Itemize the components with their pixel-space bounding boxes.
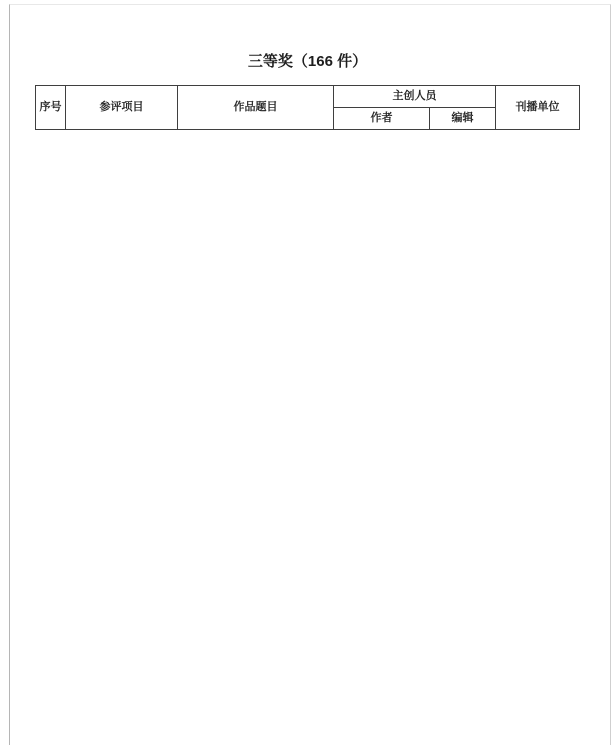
section-heading-third-prize: 三等奖（166 件） [247, 53, 368, 70]
third-prize-table-header [36, 86, 580, 130]
header-row-top [36, 86, 580, 108]
header-work-title: 作品题目 [178, 86, 334, 130]
header-editor: 编辑 [430, 108, 496, 130]
header-publishing-unit: 刊播单位 [496, 86, 580, 130]
header-main-creators: 主创人员 [334, 86, 496, 108]
document-content [35, 30, 580, 130]
header-serial-number: 序号 [36, 86, 66, 130]
header-author: 作者 [334, 108, 430, 130]
header-entry-category: 参评项目 [66, 86, 178, 130]
third-prize-table [35, 85, 580, 130]
